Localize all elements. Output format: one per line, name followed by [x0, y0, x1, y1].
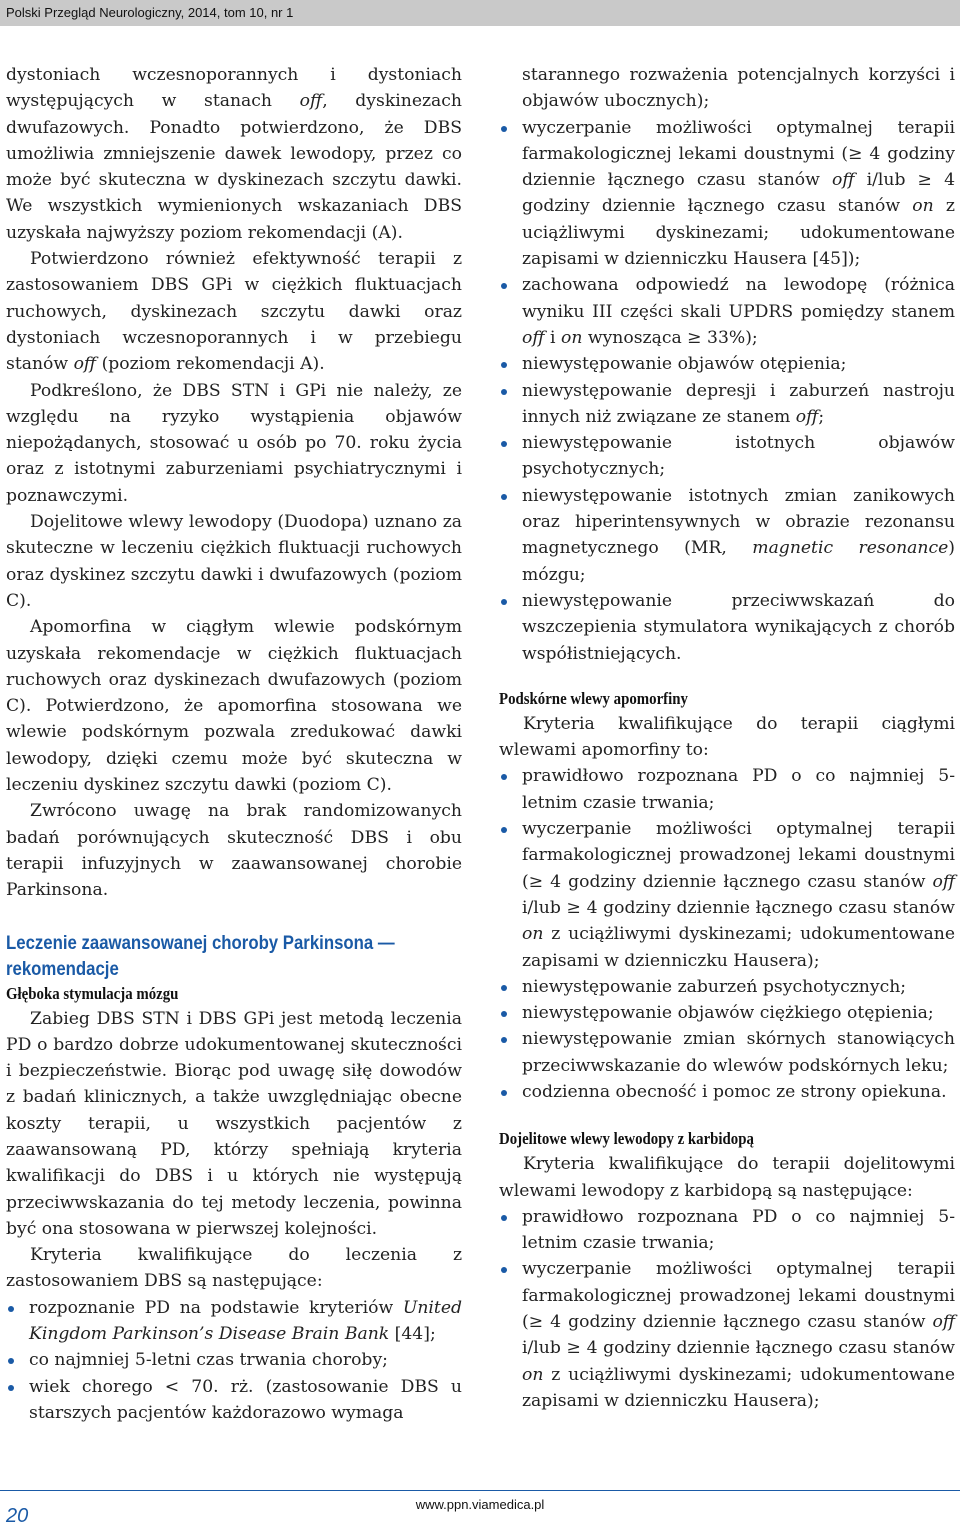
- dbs-criteria-list: [6, 1295, 462, 1426]
- text: niewystępowanie depresji i zaburzeń nastroju innych niż związane ze stanem: [522, 380, 955, 427]
- duodopa-criteria-list: [499, 1204, 955, 1414]
- text: z uciążliwymi dyskinezami; udokumentowane zapisami w dzienniczku Hausera);: [522, 924, 955, 971]
- paragraph: [6, 246, 462, 377]
- subsection-title-dbs: Głęboka stymulacja mózgu: [6, 983, 179, 1003]
- list-item: [6, 1295, 462, 1348]
- page-number: 20: [6, 1505, 29, 1527]
- paragraph: Podkreślono, że DBS STN i GPi nie należy, ze względu na ryzyko wystąpienia objawów niepożądanych, stosować u osób po 70. roku życia oraz z istotnymi zaburzeniami psychiatrycznymi i poznawczymi.: [6, 380, 462, 506]
- list-item: wiek chorego < 70. rż. (zastosowanie DBS u starszych pacjentów każdorazowo wymaga: [6, 1374, 462, 1427]
- left-column: [6, 62, 462, 1426]
- list-item: [499, 272, 955, 351]
- paragraph: Zwrócono uwagę na brak randomizowanych badań porównujących skuteczność DBS i obu terapii infuzyjnych w zaawansowanej chorobie Parkinsona.: [6, 801, 462, 901]
- italic-text: off: [299, 91, 323, 112]
- text: ) mózgu;: [522, 538, 955, 585]
- journal-header-bar: [0, 0, 960, 26]
- right-column: [499, 62, 955, 1414]
- text: wyczerpanie możliwości optymalnej terapii farmakologicznej prowadzonej lekami doustnymi (≥ 4 godziny dziennie łącznego czasu stanów: [522, 819, 955, 892]
- text: z uciążliwymi dyskinezami; udokumentowane zapisami w dzienniczku Hausera);: [522, 1364, 955, 1411]
- list-item: niewystępowanie istotnych objawów psychotycznych;: [499, 430, 955, 483]
- footer-rule: [0, 1490, 960, 1491]
- paragraph: starannego rozważenia potencjalnych korzyści i objawów ubocznych);: [522, 65, 955, 112]
- text: wynosząca ≥ 33%);: [582, 327, 758, 348]
- text: , dyskinezach dwufazowych. Ponadto potwierdzono, że DBS umożliwia zmniejszenie dawek lewodopy, przez co może być skuteczna w dyskinezach szczytu dawki. We wszystkich wymienionych wskazaniach DBS uzyskała najwyższy poziom rekomendacji (A).: [6, 91, 462, 243]
- italic-text: off: [795, 406, 819, 427]
- list-item: prawidłowo rozpoznana PD o co najmniej 5-letnim czasie trwania;: [499, 1204, 955, 1257]
- text: rozpoznanie PD na podstawie kryteriów: [29, 1297, 403, 1318]
- list-item: niewystępowanie przeciwwskazań do wszczepienia stymulatora wynikających z chorób współistniejących.: [499, 588, 955, 667]
- paragraph: Kryteria kwalifikujące do terapii ciągłymi wlewami apomorfiny to:: [499, 713, 955, 761]
- text: i/lub ≥ 4 godziny dziennie łącznego czasu stanów: [522, 897, 955, 918]
- paragraph: Zabieg DBS STN i DBS GPi jest metodą leczenia PD o bardzo dobrze udokumentowanej skuteczności i bezpieczeństwie. Biorąc pod uwagę siłę dowodów z badań klinicznych, a także uwzględniając obecne koszty terapii, u wszystkich pacjentów z zaawansowaną PD, którzy spełniają kryteria kwalifikacji do DBS i u których nie występują przeciwwskazania do tej metody leczenia, powinna być ona stosowana w pierwszej kolejności.: [6, 1008, 462, 1239]
- italic-text: United Kingdom Parkinson’s Disease Brain Bank: [29, 1297, 462, 1345]
- italic-text: magnetic resonance: [752, 538, 949, 559]
- list-item: niewystępowanie zaburzeń psychotycznych;: [499, 974, 955, 1000]
- italic-text: off: [831, 170, 855, 191]
- italic-text: off: [73, 354, 97, 375]
- text: [44];: [389, 1324, 436, 1345]
- dbs-criteria-list-cont: [499, 115, 955, 667]
- list-item: niewystępowanie objawów ciężkiego otępienia;: [499, 1000, 955, 1026]
- footer-url: www.ppn.viamedica.pl: [415, 1497, 545, 1512]
- paragraph: Kryteria kwalifikujące do leczenia z zastosowaniem DBS są następujące:: [6, 1245, 462, 1292]
- text: i: [544, 327, 561, 348]
- subsection-title-duodopa: Dojelitowe wlewy lewodopy z karbidopą: [499, 1129, 754, 1149]
- text: (poziom rekomendacji A).: [96, 354, 325, 375]
- text: z uciążliwymi dyskinezami; udokumentowane zapisami w dzienniczku Hausera [45]);: [522, 196, 955, 270]
- italic-text: on: [560, 327, 583, 348]
- italic-text: on: [912, 196, 934, 217]
- list-item: [499, 816, 955, 974]
- list-item: niewystępowanie objawów otępienia;: [499, 351, 955, 377]
- list-item: [499, 378, 955, 431]
- list-item: niewystępowanie zmian skórnych stanowiących przeciwwskazanie do wlewów podskórnych leku;: [499, 1026, 955, 1079]
- text: ;: [818, 406, 825, 427]
- list-item: [499, 1256, 955, 1414]
- text: dystoniach wczesnoporannych i dystoniach występujących w stanach: [6, 65, 462, 112]
- paragraph: Kryteria kwalifikujące do terapii dojelitowymi wlewami lewodopy z karbidopą są następujące:: [499, 1154, 955, 1201]
- list-item: codzienna obecność i pomoc ze strony opiekuna.: [499, 1079, 955, 1105]
- list-item: [499, 115, 955, 273]
- text: Potwierdzono również efektywność terapii z zastosowaniem DBS GPi w ciężkich fluktuacjach ruchowych, dyskinezach szczytu dawki oraz dystoniach wczesnoporannych i w przebiegu stanów: [6, 249, 462, 375]
- text: niewystępowanie istotnych zmian zanikowych oraz hiperintensywnych w obrazie rezonansu magnetycznego (MR,: [522, 485, 955, 559]
- italic-text: off: [932, 871, 955, 892]
- paragraph: [6, 62, 462, 246]
- text: i/lub ≥ 4 godziny dziennie łącznego czasu stanów: [522, 170, 955, 217]
- section-title: Leczenie zaawansowanej choroby Parkinsona — rekomendacje: [6, 931, 395, 980]
- italic-text: off: [932, 1312, 955, 1333]
- apomorphine-criteria-list: [499, 763, 955, 1105]
- text: wyczerpanie możliwości optymalnej terapii farmakologicznej prowadzonej lekami doustnymi (≥ 4 godziny dziennie łącznego czasu stanów: [522, 1259, 955, 1333]
- journal-header: Polski Przegląd Neurologiczny, 2014, tom 10, nr 1: [6, 5, 294, 20]
- text: wyczerpanie możliwości optymalnej terapii farmakologicznej lekami doustnymi (≥ 4 godziny dziennie łącznego czasu stanów: [522, 117, 955, 191]
- subsection-title-apomorphine: Podskórne wlewy apomorfiny: [499, 688, 688, 708]
- italic-text: on: [522, 924, 544, 945]
- paragraph: Dojelitowe wlewy lewodopy (Duodopa) uznano za skuteczne w leczeniu ciężkich fluktuacji ruchowych oraz dyskinez szczytu dawki i dwufazowych (poziom C).: [6, 512, 462, 611]
- italic-text: off: [522, 327, 545, 348]
- paragraph: Apomorfina w ciągłym wlewie podskórnym uzyskała rekomendacje w ciężkich fluktuacjach ruchowych oraz dyskinezach dwufazowych (poziom C). Potwierdzono, że apomorfina stosowana we wlewie podskórnym pozwala zredukować dawki lewodopy, dzięki czemu może być skuteczna w leczeniu dyskinez szczytu dawki (poziom C).: [6, 617, 462, 796]
- text: i/lub ≥ 4 godziny dziennie łącznego czasu stanów: [522, 1338, 955, 1359]
- list-item: [499, 483, 955, 588]
- list-item: co najmniej 5-letni czas trwania choroby;: [6, 1347, 462, 1373]
- list-item: prawidłowo rozpoznana PD o co najmniej 5-letnim czasie trwania;: [499, 763, 955, 816]
- text: zachowana odpowiedź na lewodopę (różnica wyniku III części skali UPDRS pomiędzy stanem: [522, 275, 955, 322]
- italic-text: on: [522, 1364, 544, 1385]
